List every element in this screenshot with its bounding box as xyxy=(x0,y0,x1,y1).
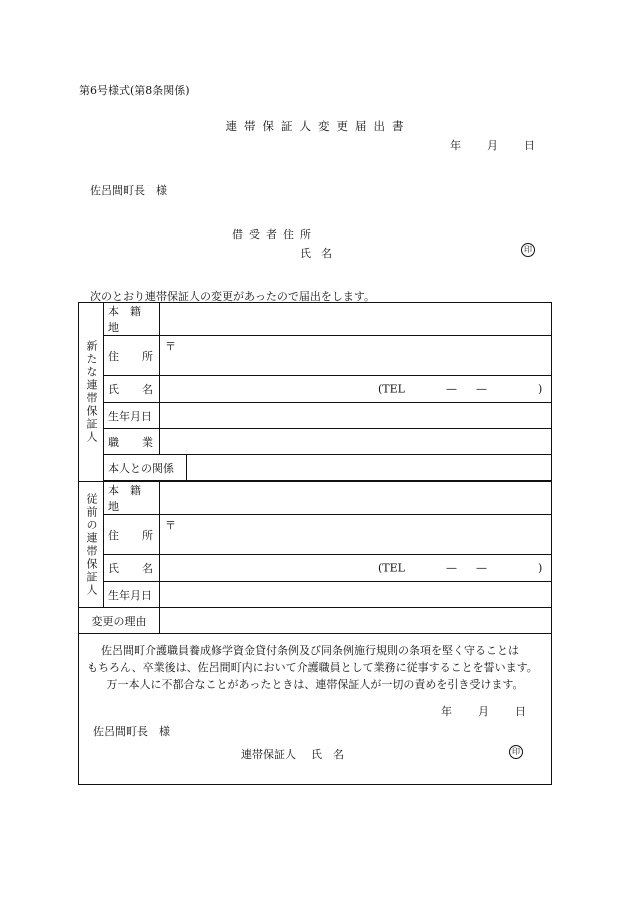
form-number: 第6号様式(第8条関係) xyxy=(79,84,190,97)
tel-dash: — xyxy=(446,382,457,396)
seal-mark: 印 xyxy=(509,745,523,759)
tel-dash: — xyxy=(476,382,487,396)
new-registered-domicile-label: 本 籍 地 xyxy=(104,303,160,336)
pledge-section xyxy=(79,634,552,785)
guarantor-change-form xyxy=(78,302,552,785)
tel-label: (TEL xyxy=(378,382,405,396)
pledge-line-2: もちろん、卒業後は、佐呂間町内において介護職員として業務に従事することを誓います。 xyxy=(87,661,538,674)
change-reason-field[interactable] xyxy=(160,608,552,634)
addressee: 佐呂間町長 様 xyxy=(90,184,167,197)
new-registered-domicile-field[interactable] xyxy=(160,303,552,336)
borrower-address-label: 借受者住所 xyxy=(232,228,317,241)
pledge-line-1: 佐呂間町介護職員養成修学資金貸付条例及び同条例施行規則の条項を堅く守ることは xyxy=(101,644,519,657)
relationship-field[interactable] xyxy=(187,455,552,481)
postal-mark: 〒 xyxy=(165,340,176,353)
date-year-label: 年 xyxy=(441,705,452,718)
former-registered-domicile-label: 本 籍 地 xyxy=(104,482,160,515)
new-guarantor-section-label: 新たな連帯保証人 xyxy=(79,303,104,482)
postal-mark: 〒 xyxy=(165,519,176,532)
submission-date xyxy=(450,137,535,153)
borrower-name-label: 氏名 xyxy=(300,247,342,260)
intro-text: 次のとおり連帯保証人の変更があったので届出をします。 xyxy=(90,290,376,303)
tel-label: (TEL xyxy=(378,561,405,575)
relationship-label: 本人との関係 xyxy=(104,455,187,481)
tel-dash: — xyxy=(446,561,457,575)
change-reason-label: 変更の理由 xyxy=(79,608,160,634)
pledge-line-3: 万一本人に不都合なことがあったときは、連帯保証人が一切の責めを引き受けます。 xyxy=(106,678,524,691)
former-birthdate-field[interactable] xyxy=(160,582,552,608)
tel-dash: — xyxy=(476,561,487,575)
new-address-field[interactable] xyxy=(160,336,552,376)
new-birthdate-label: 生年月日 xyxy=(104,403,160,429)
new-occupation-field[interactable] xyxy=(160,429,552,455)
pledge-addressee: 佐呂間町長 様 xyxy=(93,725,170,738)
date-month-label: 月 xyxy=(487,139,498,152)
tel-close-paren: ) xyxy=(538,561,543,575)
new-name-field[interactable] xyxy=(160,376,552,403)
seal-mark: 印 xyxy=(521,243,535,257)
former-registered-domicile-field[interactable] xyxy=(160,482,552,515)
new-address-label: 住 所 xyxy=(104,336,160,376)
date-month-label: 月 xyxy=(478,705,489,718)
date-day-label: 日 xyxy=(524,139,535,152)
former-name-label: 氏 名 xyxy=(104,555,160,582)
former-name-field[interactable] xyxy=(160,555,552,582)
date-day-label: 日 xyxy=(515,705,526,718)
guarantor-label: 連帯保証人 xyxy=(241,748,296,761)
pledge-date xyxy=(441,703,526,719)
former-birthdate-label: 生年月日 xyxy=(104,582,160,608)
new-birthdate-field[interactable] xyxy=(160,403,552,429)
date-year-label: 年 xyxy=(450,139,461,152)
former-address-label: 住 所 xyxy=(104,515,160,555)
new-name-label: 氏 名 xyxy=(104,376,160,403)
document-title: 連帯保証人変更届出書 xyxy=(225,119,411,133)
new-occupation-label: 職 業 xyxy=(104,429,160,455)
tel-close-paren: ) xyxy=(538,382,543,396)
former-address-field[interactable] xyxy=(160,515,552,555)
former-guarantor-section-label: 従前の連帯保証人 xyxy=(79,482,104,608)
guarantor-name-label: 氏 名 xyxy=(311,748,344,761)
